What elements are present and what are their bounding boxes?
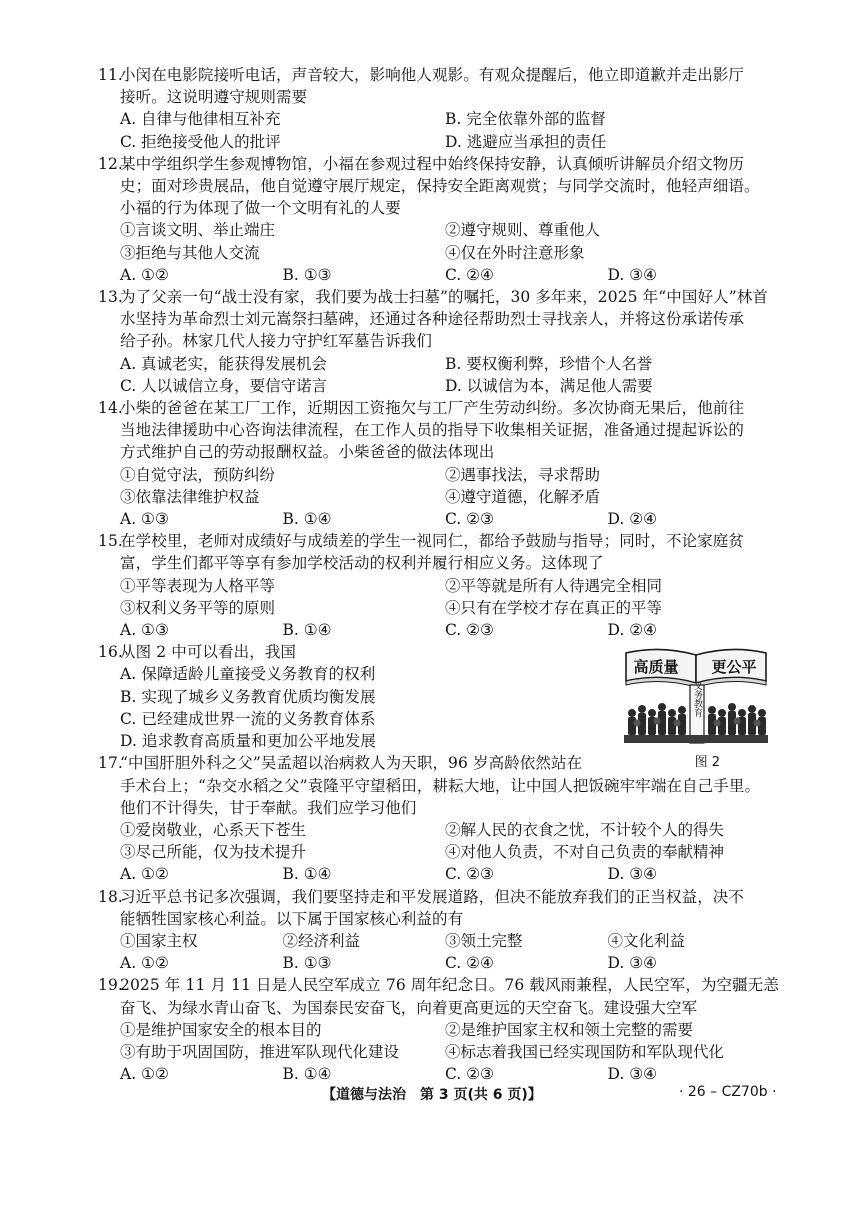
question-stem-line: 手术台上；“杂交水稻之父”袁隆平守望稻田，耕耘大地，让中国人把饭碗牢牢端在自己手里。 (120, 776, 761, 795)
statement-3: ③权利义务平等的原则 (120, 598, 276, 617)
statement-1: ①爱岗敬业，心系天下苍生 (120, 820, 307, 839)
statement-4: ④仅在外时注意形象 (445, 243, 585, 262)
option-b: B. ①④ (282, 621, 332, 640)
figure-caption: 图 2 (694, 755, 720, 771)
option-b: B. ①③ (282, 954, 332, 973)
option-d: D. ③④ (607, 265, 658, 284)
statement-4: ④只有在学校才存在真正的平等 (445, 598, 663, 617)
question-17 (98, 752, 778, 885)
question-stem-line: 接听。这说明遵守规则需要 (120, 88, 308, 107)
option-c: C. 拒绝接受他人的批评 (120, 132, 281, 151)
option-b: B. ①③ (282, 265, 332, 284)
question-stem-line: 小柴的爸爸在某工厂工作，近期因工资拖欠与工厂产生劳动纠纷。多次协商无果后，他前往 (120, 399, 745, 418)
option-d: D. ③④ (607, 865, 658, 884)
option-a: A. 自律与他律相互补充 (120, 110, 281, 129)
option-c: C. ②③ (445, 621, 494, 640)
statement-3: ③有助于巩固国防，推进军队现代化建设 (120, 1042, 400, 1061)
statement-4: ④对他人负责，不对自己负责的奉献精神 (445, 843, 725, 862)
question-stem-line: 2025 年 11 月 11 日是人民空军成立 76 周年纪念日。76 载风雨兼程，人民空军，为空疆无恙 (120, 976, 779, 995)
figure-left-text: 高质量 (633, 658, 679, 677)
question-stem-line: 在学校里，老师对成绩好与成绩差的学生一视同仁，都给予鼓励与指导；同时，不论家庭贫 (120, 532, 745, 551)
statement-2: ②经济利益 (282, 931, 361, 950)
question-number: 18. (98, 887, 123, 906)
question-list (98, 64, 778, 1085)
question-11 (98, 64, 778, 153)
option-a: A. 保障适龄儿童接受义务教育的权利 (120, 665, 376, 684)
option-c: C. ②④ (445, 954, 494, 973)
option-d: D. ②④ (607, 510, 658, 529)
question-stem-line: 奋飞、为绿水青山奋飞、为国泰民安奋飞，向着更高更远的天空奋飞。建设强大空军 (120, 998, 698, 1017)
statement-2: ②遇事找法，寻求帮助 (445, 465, 601, 484)
question-14 (98, 397, 778, 530)
statement-1: ①言谈文明、举止端庄 (120, 221, 276, 240)
option-c: C. ②③ (445, 1065, 494, 1084)
question-stem-line: 史；面对珍贵展品，他自觉遵守展厅规定，保持安全距离观赏；与同学交流时，他轻声细语。 (120, 177, 760, 196)
option-d: D. 以诚信为本，满足他人需要 (445, 376, 653, 395)
figure-spine-text: 义务教育 (692, 681, 702, 718)
statement-3: ③拒绝与其他人交流 (120, 243, 260, 262)
question-18 (98, 886, 778, 975)
option-d: D. ③④ (607, 1065, 658, 1084)
question-15 (98, 530, 778, 641)
question-12 (98, 153, 778, 286)
statement-3: ③领土完整 (445, 931, 523, 950)
statement-3: ③尽己所能，仅为技术提升 (120, 843, 307, 862)
option-a: A. 真诚老实，能获得发展机会 (120, 354, 328, 373)
question-stem-line: 富，学生们都平等享有参加学校活动的权利并履行相应义务。这体现了 (120, 554, 604, 573)
option-b: B. ①④ (282, 865, 332, 884)
open-book-crowd-illustration (620, 643, 772, 747)
option-b: B. ①④ (282, 510, 332, 529)
option-c: C. 已经建成世界一流的义务教育体系 (120, 709, 376, 728)
statement-1: ①自觉守法，预防纠纷 (120, 465, 276, 484)
option-a: A. ①③ (120, 621, 169, 640)
question-stem-line: 能牺牲国家核心利益。以下属于国家核心利益的有 (120, 909, 464, 928)
statement-2: ②解人民的衣食之忧，不计较个人的得失 (445, 820, 725, 839)
question-stem-line: 给子孙。林家几代人接力守护红军墓告诉我们 (120, 332, 433, 351)
option-b: B. 完全依靠外部的监督 (445, 110, 606, 129)
question-stem-line: 小闵在电影院接听电话，声音较大，影响他人观影。有观众提醒后，他立即道歉并走出影厅 (120, 66, 745, 84)
option-c: C. ②③ (445, 510, 494, 529)
option-d: D. ③④ (607, 954, 658, 973)
statement-1: ①是维护国家安全的根本目的 (120, 1020, 322, 1039)
option-d: D. 逃避应当承担的责任 (445, 132, 607, 151)
option-a: A. ①② (120, 1065, 169, 1084)
statement-2: ②遵守规则、尊重他人 (445, 221, 601, 240)
question-number: 13. (98, 288, 123, 307)
question-19 (98, 974, 778, 1085)
question-stem-line: 他们不计得失，甘于奉献。我们应学习他们 (120, 798, 417, 817)
question-number: 15. (98, 532, 123, 551)
option-c: C. ②③ (445, 865, 494, 884)
question-stem-line: 为了父亲一句“战士没有家，我们要为战士扫墓”的嘱托，30 多年来，2025 年“中国好人”林首 (120, 288, 768, 307)
option-d: D. 追求教育高质量和更加公平地发展 (120, 732, 377, 751)
option-b: B. 实现了城乡义务教育优质均衡发展 (120, 687, 376, 706)
option-b: B. 要权衡利弊，珍惜个人名誉 (445, 354, 653, 373)
statement-4: ④标志着我国已经实现国防和军队现代化 (445, 1042, 725, 1061)
question-13 (98, 286, 778, 397)
question-number: 12. (98, 154, 123, 173)
option-a: A. ①③ (120, 510, 169, 529)
option-c: C. ②④ (445, 265, 494, 284)
statement-2: ②是维护国家主权和领土完整的需要 (445, 1020, 694, 1039)
question-number: 14. (98, 399, 123, 418)
question-number: 19. (98, 976, 123, 995)
footer-code: · 26 – CZ70b · (679, 1084, 777, 1100)
option-a: A. ①② (120, 265, 169, 284)
footer-title: 【道德与法治 第 3 页(共 6 页)】 (322, 1087, 542, 1103)
statement-4: ④遵守道德，化解矛盾 (445, 487, 601, 506)
option-c: C. 人以诚信立身，要信守诺言 (120, 376, 328, 395)
question-number: 11. (98, 66, 123, 84)
option-d: D. ②④ (607, 621, 658, 640)
statement-2: ②平等就是所有人待遇完全相同 (445, 576, 663, 595)
question-stem-line: 当地法律援助中心咨询法律流程，在工作人员的指导下收集相关证据，准备通过提起诉讼的 (120, 421, 745, 440)
option-a: A. ①② (120, 865, 169, 884)
question-number: 17. (98, 754, 123, 773)
question-stem-line: “中国肝胆外科之父”吴孟超以治病救人为天职，96 岁高龄依然站在 (120, 754, 583, 773)
statement-3: ③依靠法律维护权益 (120, 487, 260, 506)
question-number: 16. (98, 643, 123, 662)
question-stem-line: 习近平总书记多次强调，我们要坚持走和平发展道路，但决不能放弃我们的正当权益，决不 (120, 887, 745, 906)
question-stem-line: 某中学组织学生参观博物馆，小福在参观过程中始终保持安静，认真倾听讲解员介绍文物历 (120, 154, 745, 173)
question-stem-line: 方式维护自己的劳动报酬权益。小柴爸爸的做法体现出 (120, 443, 495, 462)
figure-2-illustration (620, 643, 772, 771)
option-a: A. ①② (120, 954, 169, 973)
question-stem-line: 从图 2 中可以看出，我国 (120, 643, 297, 662)
question-stem-line: 水坚持为革命烈士刘元嵩祭扫墓碑，还通过各种途径帮助烈士寻找亲人，并将这份承诺传承 (120, 310, 745, 329)
statement-1: ①平等表现为人格平等 (120, 576, 276, 595)
question-stem-line: 小福的行为体现了做一个文明有礼的人要 (120, 199, 401, 218)
statement-4: ④文化利益 (607, 931, 686, 950)
option-b: B. ①④ (282, 1065, 332, 1084)
figure-right-text: 更公平 (711, 658, 757, 677)
statement-1: ①国家主权 (120, 931, 198, 950)
